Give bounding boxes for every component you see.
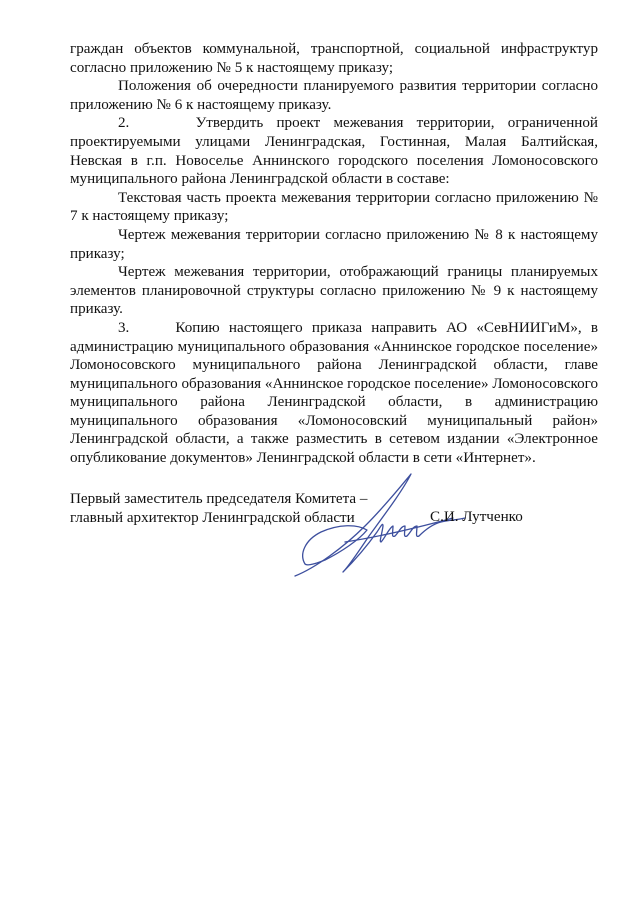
paragraph-drawing-8: Чертеж межевания территории согласно приложению № 8 к настоящему приказу; xyxy=(70,226,598,262)
paragraph-drawing-9: Чертеж межевания территории, отображающий границы планируемых элементов планировочной структуры согласно приложению № 9 к настоящему приказу. xyxy=(70,264,598,318)
signature-stroke-loop xyxy=(303,526,367,565)
paragraph-phasing-provisions: Положения об очередности планируемого развития территории согласно приложению № 6 к настоящему приказу. xyxy=(70,78,598,113)
paragraph-text-part: Текстовая часть проекта межевания территории согласно приложению № 7 к настоящему приказу; xyxy=(70,189,598,225)
document-body xyxy=(70,40,598,468)
paragraph-continuation: граждан объектов коммунальной, транспортной, социальной инфраструктур согласно приложению № 5 к настоящему приказу; xyxy=(70,41,598,76)
signer-name: С.И. Лутченко xyxy=(430,509,523,525)
signer-position-line-1: Первый заместитель председателя Комитета – xyxy=(70,491,368,507)
paragraph-item-3: 3. Копию настоящего приказа направить АО «СевНИИГиМ», в администрацию муниципального образования «Аннинское городское поселение» Ломоносовского муниципального района Ленинградской области, главе муниципального образования «Аннинское городское поселение» Ломоносовского муниципального района Ленинградской области, в администрацию муниципального образования «Ломоносовский муниципальный район» Ленинградской области, а также разместить в сетевом издании «Электронное опубликование документов» Ленинградской области в сети «Интернет». xyxy=(70,319,598,467)
signer-position-line-2: главный архитектор Ленинградской области xyxy=(70,509,355,526)
paragraph-item-2: 2. Утвердить проект межевания территории, ограниченной проектируемыми улицами Ленинградская, Гостинная, Малая Балтийская, Невская в г.п. Новоселье Аннинского городского поселения Ломоносовского муниципального района Ленинградской области в составе: xyxy=(70,115,598,188)
